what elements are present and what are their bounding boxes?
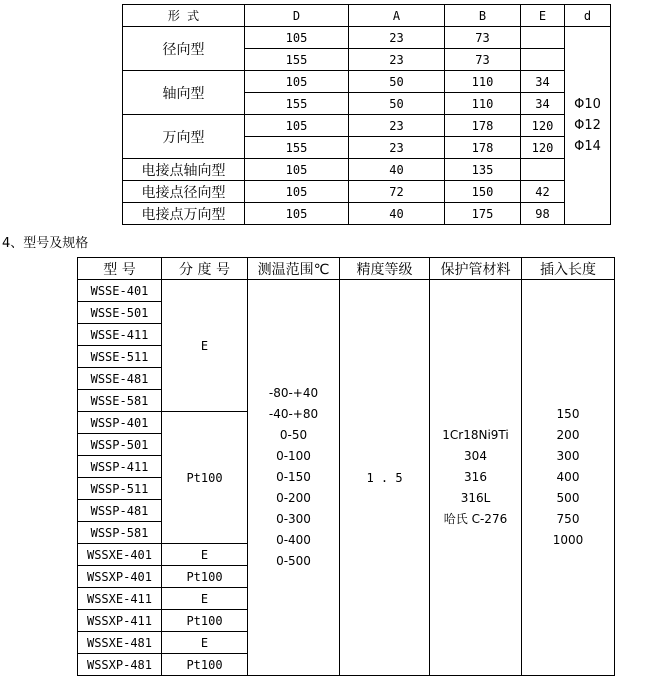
model-cell: WSSP-481 [78,500,162,522]
header-temp-range: 测温范围℃ [248,258,340,280]
temp-range: 0-300 [276,512,311,526]
model-cell: WSSE-511 [78,346,162,368]
length: 500 [556,491,580,505]
cell-b: 110 [445,93,521,115]
length: 300 [556,449,580,463]
material-cell [430,280,522,676]
d-value: Φ14 [574,139,601,154]
cell-e: 34 [521,71,565,93]
model-cell: WSSE-501 [78,302,162,324]
length: 150 [556,407,580,421]
material: 316L [460,491,491,505]
cell-e: 120 [521,137,565,159]
cell-d: 105 [245,115,349,137]
cell-a: 23 [349,137,445,159]
d-value: Φ10 [574,97,601,112]
dimensions-table [122,4,611,225]
model-cell: WSSE-581 [78,390,162,412]
header-accuracy: 精度等级 [340,258,430,280]
temp-range: -80-+40 [268,386,319,400]
table-row [123,115,611,137]
cell-d: 155 [245,93,349,115]
cell-d: 105 [245,181,349,203]
cell-a: 23 [349,115,445,137]
d-values-cell [565,27,611,225]
header-d-outer: D [245,5,349,27]
model-cell: WSSP-501 [78,434,162,456]
cell-b: 135 [445,159,521,181]
cell-d: 105 [245,71,349,93]
cell-e [521,159,565,181]
material: 1Cr18Ni9Ti [442,428,509,442]
cell-b: 178 [445,115,521,137]
cell-d: 105 [245,27,349,49]
graduation-cell: E [162,544,248,566]
cell-a: 50 [349,93,445,115]
model-cell: WSSP-401 [78,412,162,434]
type-cell: 径向型 [123,27,245,71]
material: 哈氏 C-276 [443,512,508,526]
cell-d: 105 [245,159,349,181]
model-cell: WSSXP-401 [78,566,162,588]
section-heading: 4、型号及规格 [2,236,89,251]
table-row [123,181,611,203]
table-row [78,280,615,302]
header-a: A [349,5,445,27]
length: 400 [556,470,580,484]
cell-d: 105 [245,203,349,225]
cell-e [521,27,565,49]
model-cell: WSSP-511 [78,478,162,500]
table-row [123,27,611,49]
models-header-row [78,258,615,280]
length: 200 [556,428,580,442]
temp-range: 0-100 [276,449,311,463]
cell-b: 73 [445,49,521,71]
header-graduation: 分 度 号 [162,258,248,280]
cell-e: 42 [521,181,565,203]
temp-range: 0-50 [279,428,308,442]
graduation-cell: Pt100 [162,654,248,676]
graduation-cell: Pt100 [162,566,248,588]
cell-a: 40 [349,203,445,225]
models-table [77,257,615,676]
cell-a: 40 [349,159,445,181]
model-cell: WSSXE-411 [78,588,162,610]
graduation-cell: E [162,588,248,610]
cell-a: 23 [349,27,445,49]
temp-range: 0-500 [276,554,311,568]
header-material: 保护管材料 [430,258,522,280]
temp-range-cell [248,280,340,676]
material: 316 [464,470,487,484]
temp-range: 0-200 [276,491,311,505]
graduation-group-e: E [162,280,248,412]
temp-range: -40-+80 [268,407,319,421]
model-cell: WSSE-401 [78,280,162,302]
model-cell: WSSXE-401 [78,544,162,566]
type-cell: 电接点径向型 [123,181,245,203]
header-type: 形 式 [123,5,245,27]
model-cell: WSSXP-411 [78,610,162,632]
cell-d: 155 [245,137,349,159]
type-cell: 轴向型 [123,71,245,115]
model-cell: WSSE-481 [78,368,162,390]
model-cell: WSSP-581 [78,522,162,544]
cell-b: 110 [445,71,521,93]
length: 1000 [552,533,584,547]
cell-e [521,49,565,71]
header-d-inner: d [565,5,611,27]
type-cell: 万向型 [123,115,245,159]
cell-e: 98 [521,203,565,225]
temp-range: 0-400 [276,533,311,547]
length: 750 [556,512,580,526]
graduation-cell: Pt100 [162,610,248,632]
cell-a: 72 [349,181,445,203]
cell-d: 155 [245,49,349,71]
cell-b: 175 [445,203,521,225]
graduation-cell: E [162,632,248,654]
temp-range: 0-150 [276,470,311,484]
table-row [123,203,611,225]
dims-header-row [123,5,611,27]
model-cell: WSSXE-481 [78,632,162,654]
header-length: 插入长度 [522,258,615,280]
cell-b: 150 [445,181,521,203]
table-row [123,159,611,181]
cell-b: 178 [445,137,521,159]
model-cell: WSSP-411 [78,456,162,478]
accuracy-cell: 1 . 5 [340,280,430,676]
length-cell [522,280,615,676]
model-cell: WSSXP-481 [78,654,162,676]
cell-a: 23 [349,49,445,71]
graduation-group-pt: Pt100 [162,412,248,544]
cell-a: 50 [349,71,445,93]
type-cell: 电接点万向型 [123,203,245,225]
type-cell: 电接点轴向型 [123,159,245,181]
table-row [123,71,611,93]
cell-e: 34 [521,93,565,115]
header-e: E [521,5,565,27]
cell-e: 120 [521,115,565,137]
cell-b: 73 [445,27,521,49]
d-value: Φ12 [574,118,601,133]
model-cell: WSSE-411 [78,324,162,346]
header-model: 型 号 [78,258,162,280]
material: 304 [464,449,487,463]
header-b: B [445,5,521,27]
